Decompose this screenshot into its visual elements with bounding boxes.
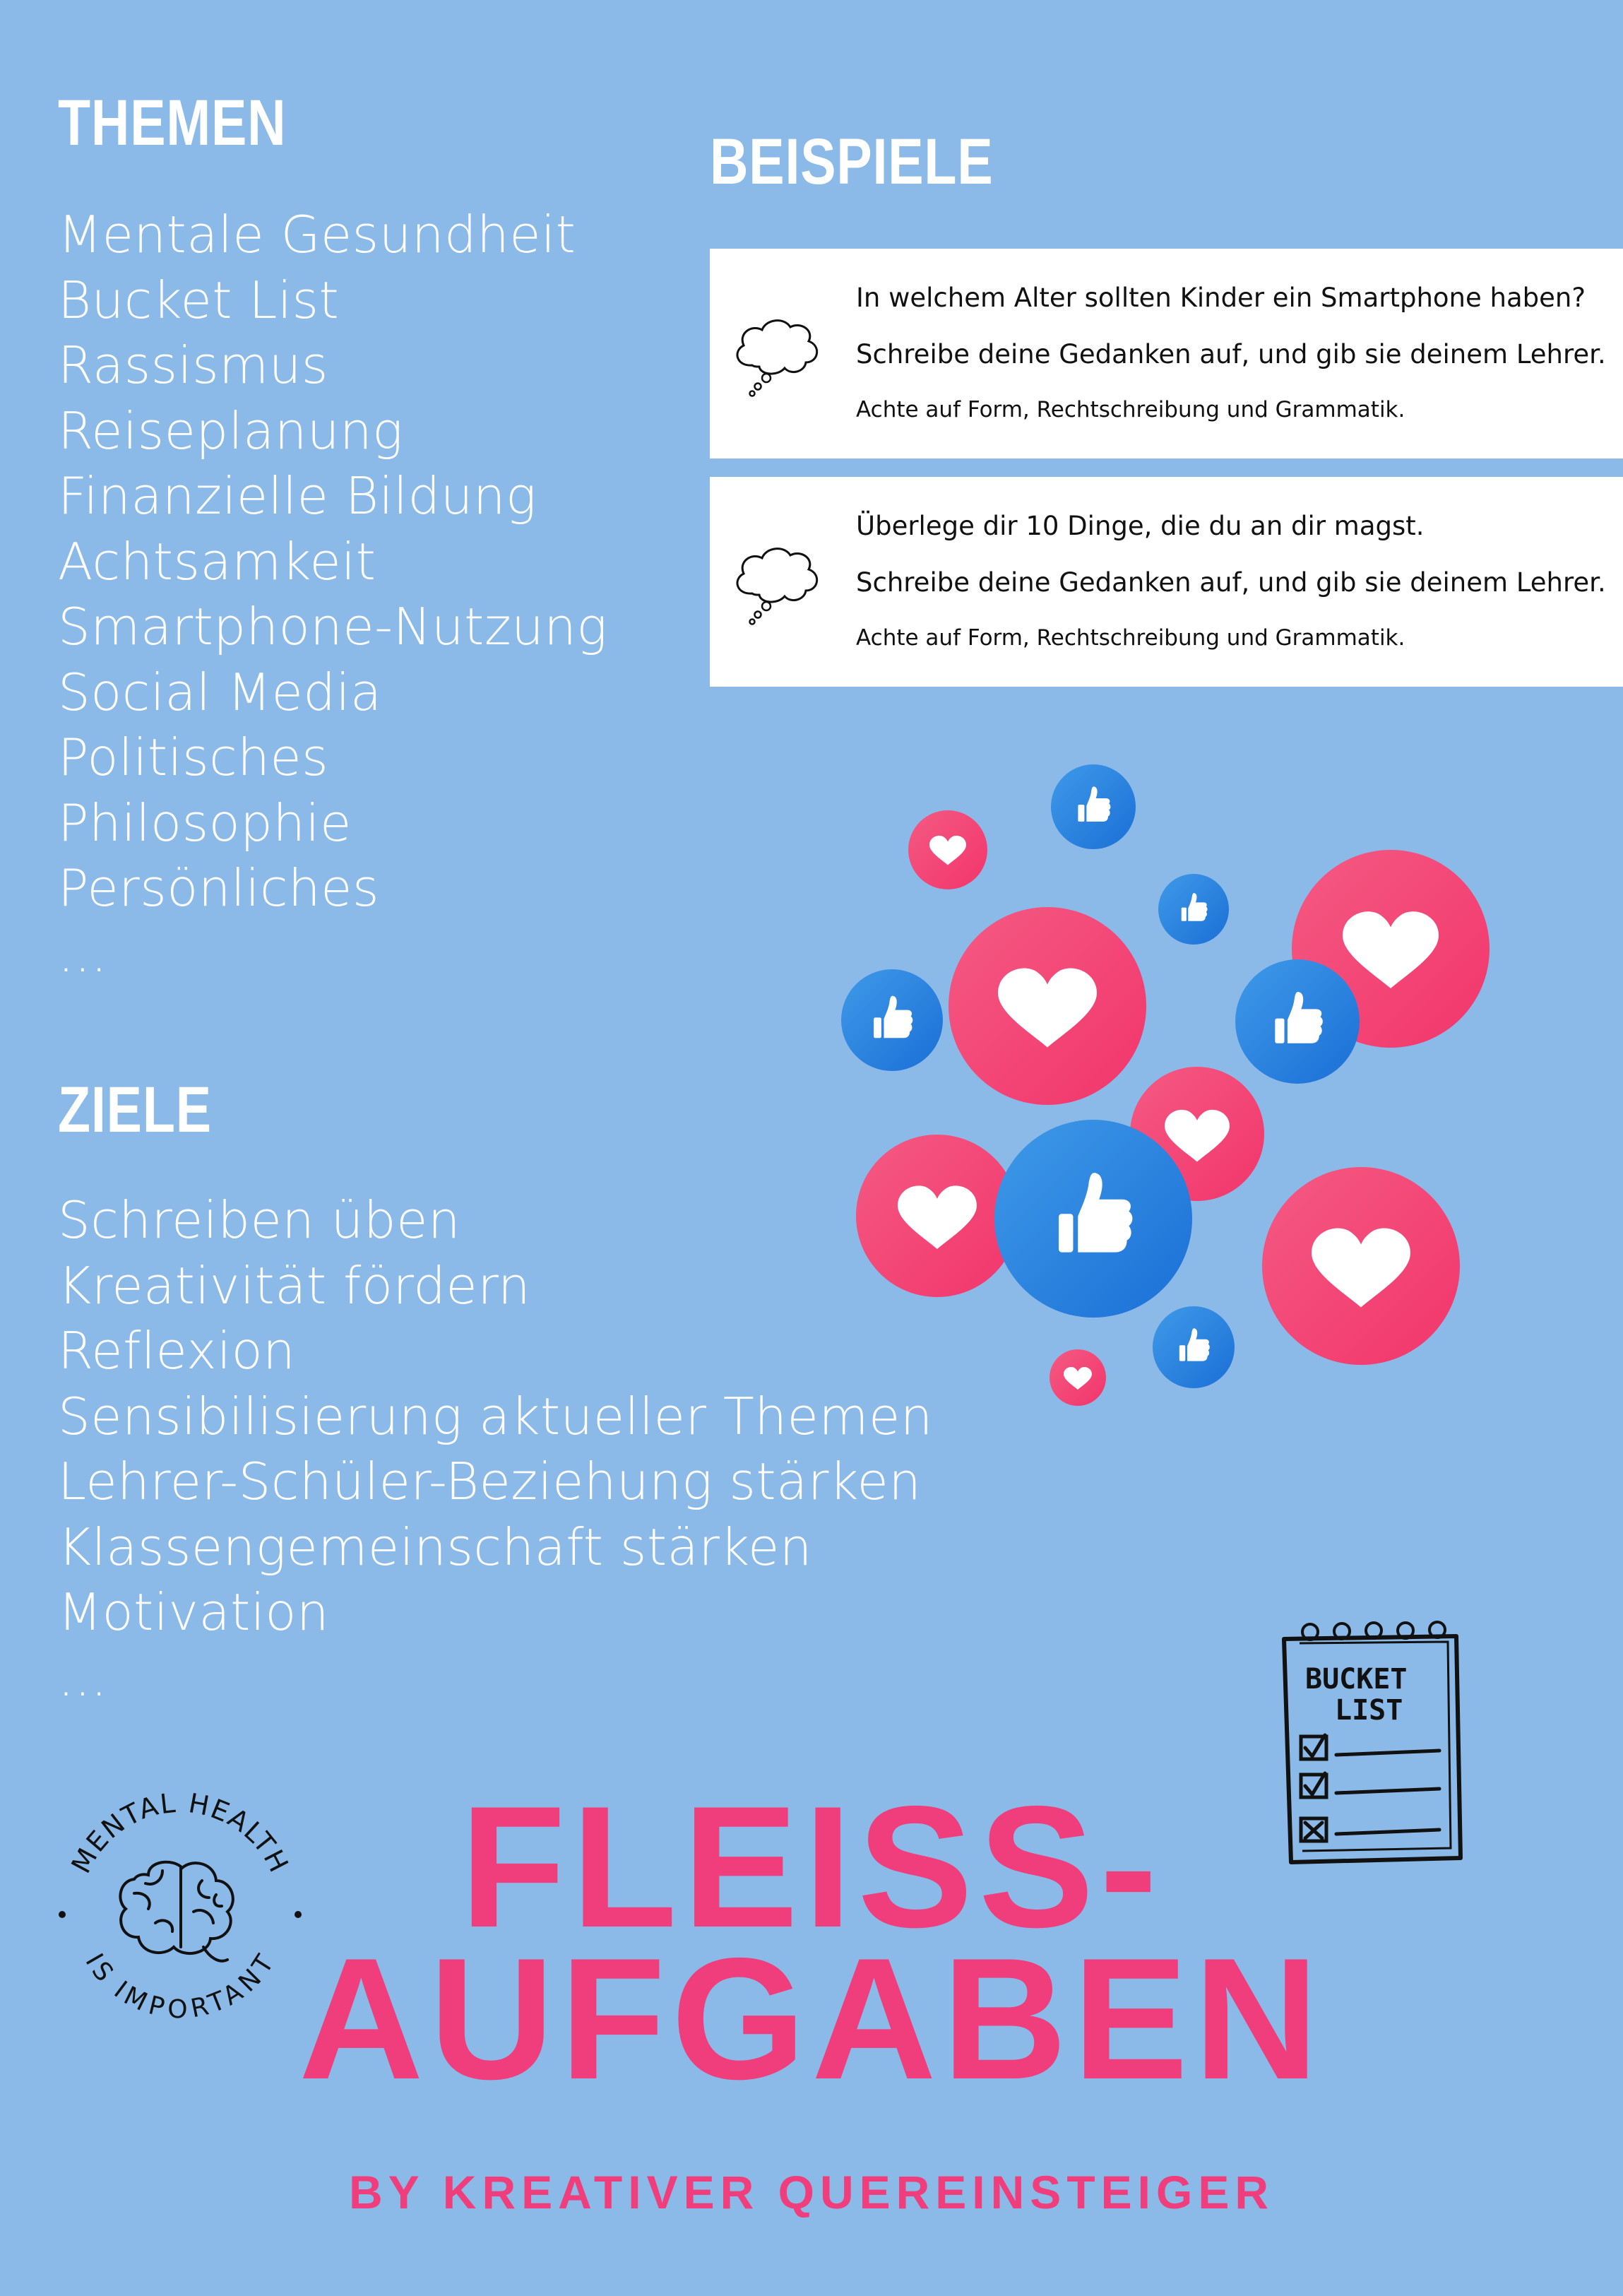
bucket-list-label-2: LIST <box>1335 1694 1403 1727</box>
badge-text-top: MENTAL HEALTH <box>65 1787 295 1878</box>
example-instruction: Schreibe deine Gedanken auf, und gib sie deinem Lehrer. <box>856 339 1606 369</box>
themen-list <box>58 202 607 986</box>
bucket-list-label-1: BUCKET <box>1305 1663 1408 1696</box>
themen-list-item: Smartphone-Nutzung <box>58 597 608 656</box>
themen-list-item: Social Media <box>58 662 382 722</box>
heart-icon <box>1262 1167 1460 1365</box>
beispiele-heading: BEISPIELE <box>710 126 994 198</box>
themen-heading: THEMEN <box>58 87 287 159</box>
heart-icon <box>1050 1349 1106 1406</box>
themen-list-item: Philosophie <box>58 793 352 853</box>
like-icon <box>1051 764 1136 849</box>
example-note: Achte auf Form, Rechtschreibung und Grammatik. <box>856 397 1405 422</box>
themen-list-item: Bucket List <box>58 270 340 330</box>
thought-bubble-icon <box>724 302 830 408</box>
example-card-2 <box>710 477 1623 687</box>
example-card-1 <box>710 249 1623 458</box>
heart-icon <box>908 810 987 889</box>
ziele-list-item: Sensibilisierung aktueller Themen <box>58 1386 933 1446</box>
themen-list-item: Finanzielle Bildung <box>58 466 537 526</box>
themen-list-item: ... <box>58 923 108 983</box>
themen-list-item: Mentale Gesundheit <box>58 205 576 264</box>
themen-list-item: Reiseplanung <box>58 401 403 461</box>
title-line-1: FLEISS- <box>460 1770 1163 1963</box>
like-icon <box>1235 959 1360 1084</box>
like-icon <box>994 1120 1192 1318</box>
themen-list-item: Persönliches <box>58 858 379 918</box>
ziele-list-item: Lehrer-Schüler-Beziehung stärken <box>58 1452 922 1511</box>
ziele-list-item: Motivation <box>58 1582 330 1642</box>
ziele-list-item: Reflexion <box>58 1321 296 1380</box>
example-instruction: Schreibe deine Gedanken auf, und gib sie deinem Lehrer. <box>856 567 1606 598</box>
ziele-heading: ZIELE <box>58 1074 212 1146</box>
ziele-list-item: Kreativität fördern <box>58 1255 531 1315</box>
title-line-2: AUFGABEN <box>298 1922 1325 2115</box>
like-icon <box>841 969 943 1071</box>
themen-list-item: Rassismus <box>58 336 328 395</box>
badge-text-bottom: IS IMPORTANT <box>79 1948 280 2020</box>
thought-bubble-icon <box>724 530 830 636</box>
ziele-list-item: Schreiben üben <box>58 1190 461 1250</box>
example-question: Überlege dir 10 Dinge, die du an dir magst. <box>856 511 1425 541</box>
like-icon <box>1158 874 1229 945</box>
example-note: Achte auf Form, Rechtschreibung und Grammatik. <box>856 625 1405 651</box>
heart-icon <box>949 907 1146 1105</box>
ziele-list <box>58 1188 933 1710</box>
themen-list-item: Achtsamkeit <box>58 531 376 591</box>
ziele-list-item: Klassengemeinschaft stärken <box>58 1517 812 1577</box>
example-question: In welchem Alter sollten Kinder ein Smartphone haben? <box>856 283 1586 313</box>
themen-list-item: Politisches <box>58 728 329 787</box>
ziele-list-item: ... <box>58 1647 108 1708</box>
like-icon <box>1153 1306 1235 1388</box>
byline: BY KREATIVER QUEREINSTEIGER <box>348 2166 1275 2218</box>
